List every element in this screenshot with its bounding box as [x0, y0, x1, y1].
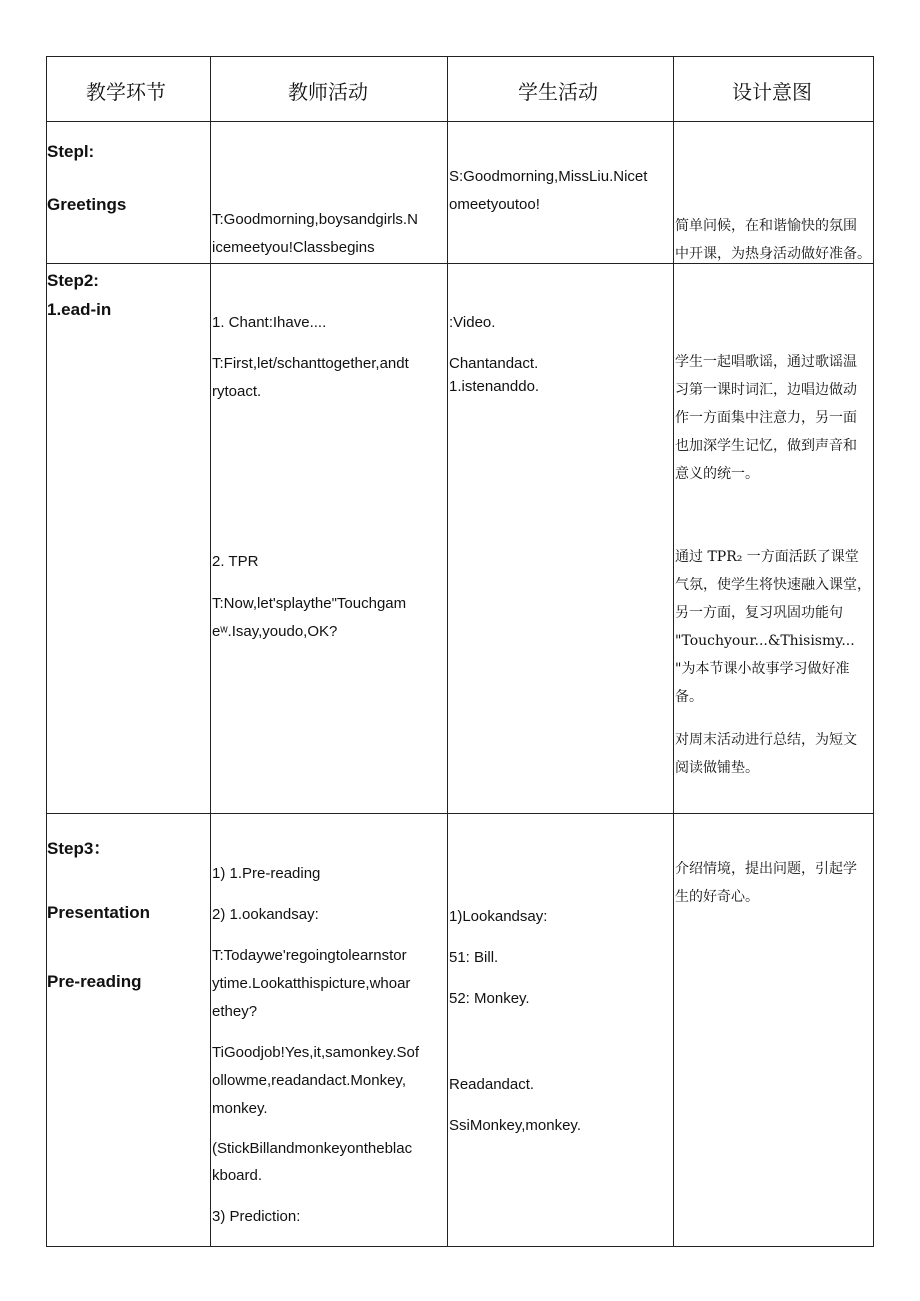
row3-student-line-4: Readandact. — [449, 1076, 535, 1093]
table-border-top — [46, 56, 874, 57]
row2-intent-a-line-4: 也加深学生记忆，做到声音和 — [675, 438, 857, 454]
row2-intent-b-line-2: 气氛，使学生将快速融入课堂， — [675, 577, 871, 593]
row2-teacher-chant-line-1: T:First,let/schanttogether,andt — [212, 355, 409, 372]
row3-teacher-line-10: kboard. — [212, 1167, 263, 1184]
row2-intent-c-line-1: 对周末活动进行总结，为短文 — [675, 732, 857, 748]
header-student-activity: 学生活动 — [518, 80, 598, 104]
row1-intent-line-1: 简单问候，在和谐愉快的氛围 — [675, 218, 857, 234]
row2-intent-a-line-2: 习第一课时词汇，边唱边做动 — [675, 382, 857, 398]
row3-teacher-line-4: ytime.Lookatthispicture,whoar — [212, 975, 411, 992]
row3-teacher-line-11: 3) Prediction: — [212, 1208, 301, 1225]
row1-teacher-line-1: T:Goodmorning,boysandgirls.N — [212, 211, 418, 228]
row3-teacher-line-2: 2) 1.ookandsay: — [212, 906, 319, 923]
row3-student-line-1: 1)Lookandsay: — [449, 908, 548, 925]
row3-teacher-line-5: ethey? — [212, 1003, 258, 1020]
table-border-bottom — [46, 1246, 874, 1247]
table-rule-header — [46, 121, 874, 122]
row2-intent-b-line-1: 通过 TPR₂ 一方面活跃了课堂 — [675, 549, 859, 565]
row3-teacher-line-8: monkey. — [212, 1100, 268, 1117]
row3-teacher-line-6: TiGoodjob!Yes,it,samonkey.Sof — [212, 1044, 420, 1061]
table-col-divider-1 — [210, 56, 211, 1247]
row2-intent-b-line-4: "Touchyour...&Thisismy... — [675, 633, 855, 649]
step2-label: Step2: — [47, 271, 99, 290]
row2-student-video: :Video. — [449, 314, 496, 331]
step1-title: Greetings — [47, 195, 127, 214]
row3-teacher-line-3: T:Todaywe'regoingtolearnstor — [212, 947, 407, 964]
header-teacher-activity: 教师活动 — [288, 80, 368, 104]
table-border-left — [46, 56, 47, 1247]
header-stage: 教学环节 — [86, 80, 166, 104]
row3-student-line-2: 51: Bill. — [449, 949, 499, 966]
row1-student-line-2: omeetyoutoo! — [449, 196, 540, 213]
table-col-divider-3 — [673, 56, 674, 1247]
row1-teacher-line-2: icemeetyou!Classbegins — [212, 239, 375, 256]
step3-title: Presentation — [47, 903, 150, 922]
row3-student-line-3: 52: Monkey. — [449, 990, 530, 1007]
table-border-right — [873, 56, 874, 1247]
row1-intent-line-2: 中开课，为热身活动做好准备。 — [675, 246, 871, 262]
table-rule-row2 — [46, 813, 874, 814]
row3-teacher-line-7: ollowme,readandact.Monkey, — [212, 1072, 406, 1089]
row2-intent-a-line-1: 学生一起唱歌谣，通过歌谣温 — [675, 354, 857, 370]
row2-intent-c-line-2: 阅读做铺垫。 — [675, 760, 759, 776]
row2-teacher-tpr-line-2: eʷ.Isay,youdo,OK? — [212, 623, 338, 640]
row2-teacher-tpr: 2. TPR — [212, 553, 259, 570]
row2-intent-b-line-3: 另一方面，复习巩固功能句 — [675, 605, 843, 621]
step2-title: 1.ead-in — [47, 300, 112, 319]
row2-intent-b-line-5: "为本节课小故事学习做好准 — [675, 661, 850, 677]
header-design-intent: 设计意图 — [732, 80, 812, 104]
step1-label: Stepl: — [47, 142, 95, 161]
row2-teacher-tpr-line-1: T:Now,let'splaythe"Touchgam — [212, 595, 407, 612]
row1-student-line-1: S:Goodmorning,MissLiu.Nicet — [449, 168, 648, 185]
step3-subtitle: Pre-reading — [47, 972, 142, 991]
row2-teacher-chant: 1. Chant:Ihave.... — [212, 314, 327, 331]
row2-teacher-chant-line-2: rytoact. — [212, 383, 262, 400]
row3-student-line-5: SsiMonkey,monkey. — [449, 1117, 581, 1134]
table-col-divider-2 — [447, 56, 448, 1247]
row3-teacher-line-9: (StickBillandmonkeyontheblac — [212, 1140, 413, 1157]
row2-student-chant: Chantandact. — [449, 355, 539, 372]
row2-student-listen: 1.istenanddo. — [449, 378, 540, 395]
row3-intent-line-1: 介绍情境，提出问题，引起学 — [675, 861, 857, 877]
row3-intent-line-2: 生的好奇心。 — [675, 889, 759, 905]
step3-label: Step3： — [47, 839, 111, 858]
row2-intent-a-line-3: 作一方面集中注意力，另一面 — [675, 410, 857, 426]
row2-intent-a-line-5: 意义的统一。 — [675, 466, 759, 482]
row2-intent-b-line-6: 备。 — [675, 689, 703, 705]
row3-teacher-line-1: 1) 1.Pre-reading — [212, 865, 321, 882]
